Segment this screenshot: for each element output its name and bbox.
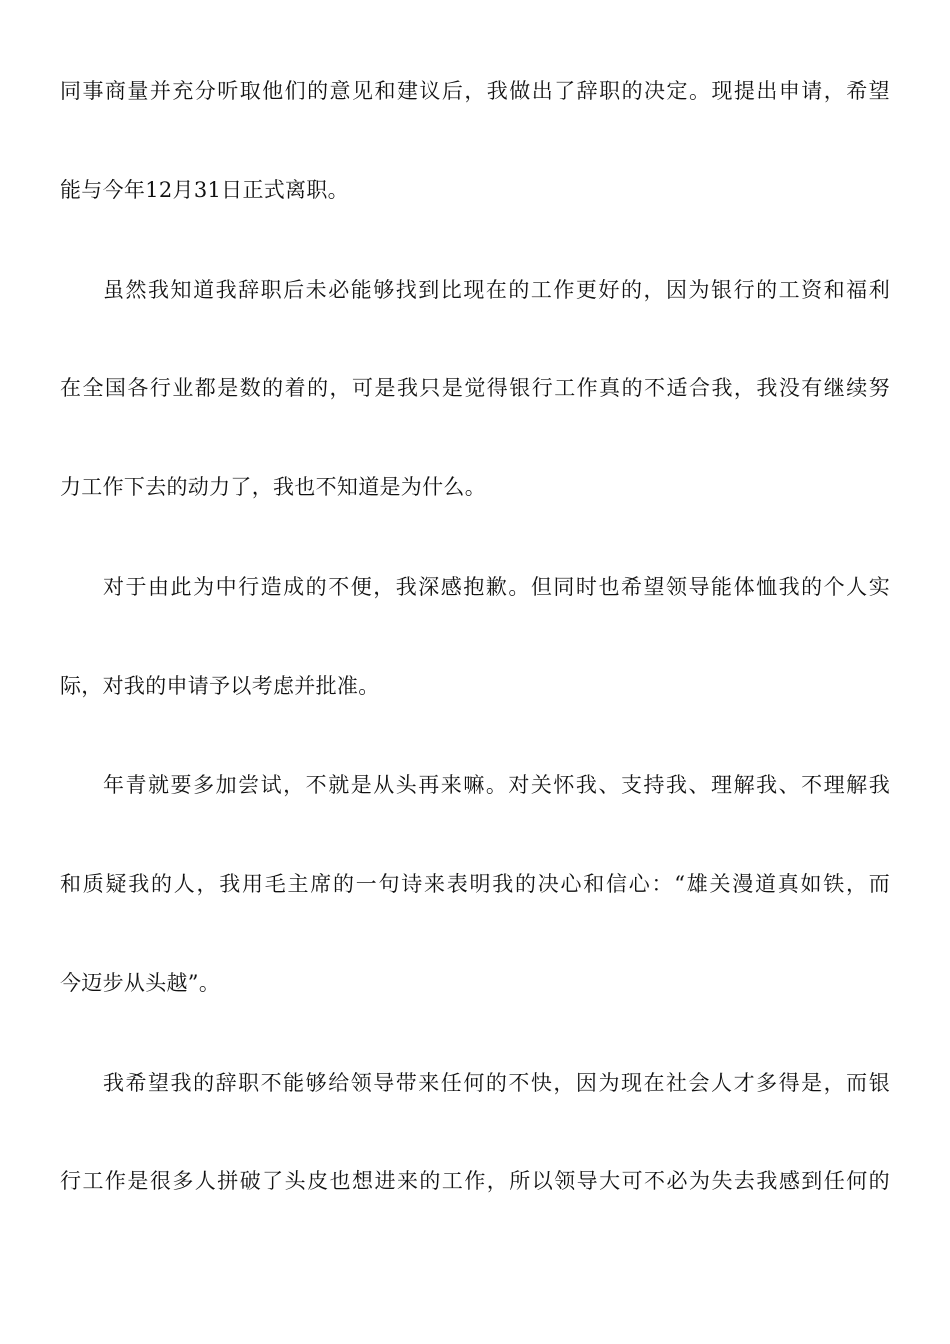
text-line: 行工作是很多人拼破了头皮也想进来的工作，所以领导大可不必为失去我感到任何的 <box>60 1169 890 1193</box>
text-line: 今迈步从头越”。 <box>60 971 221 995</box>
paragraph-first-line: 年青就要多加尝试，不就是从头再来嘛。对关怀我、支持我、理解我、不理解我 <box>103 773 890 797</box>
text-line: 同事商量并充分听取他们的意见和建议后，我做出了辞职的决定。现提出申请，希望 <box>60 79 890 103</box>
text-line: 力工作下去的动力了，我也不知道是为什么。 <box>60 475 486 499</box>
text-line: 在全国各行业都是数的着的，可是我只是觉得银行工作真的不适合我，我没有继续努 <box>60 376 890 400</box>
paragraph-first-line: 我希望我的辞职不能够给领导带来任何的不快，因为现在社会人才多得是，而银 <box>103 1071 890 1095</box>
text-line: 和质疑我的人，我用毛主席的一句诗来表明我的决心和信心：“雄关漫道真如铁，而 <box>60 872 890 896</box>
paragraph-first-line: 对于由此为中行造成的不便，我深感抱歉。但同时也希望领导能体恤我的个人实 <box>103 575 890 599</box>
paragraph-first-line: 虽然我知道我辞职后未必能够找到比现在的工作更好的，因为银行的工资和福利 <box>103 278 890 302</box>
text-line: 际，对我的申请予以考虑并批准。 <box>60 674 380 698</box>
text-line: 能与今年12月31日正式离职。 <box>60 178 349 202</box>
